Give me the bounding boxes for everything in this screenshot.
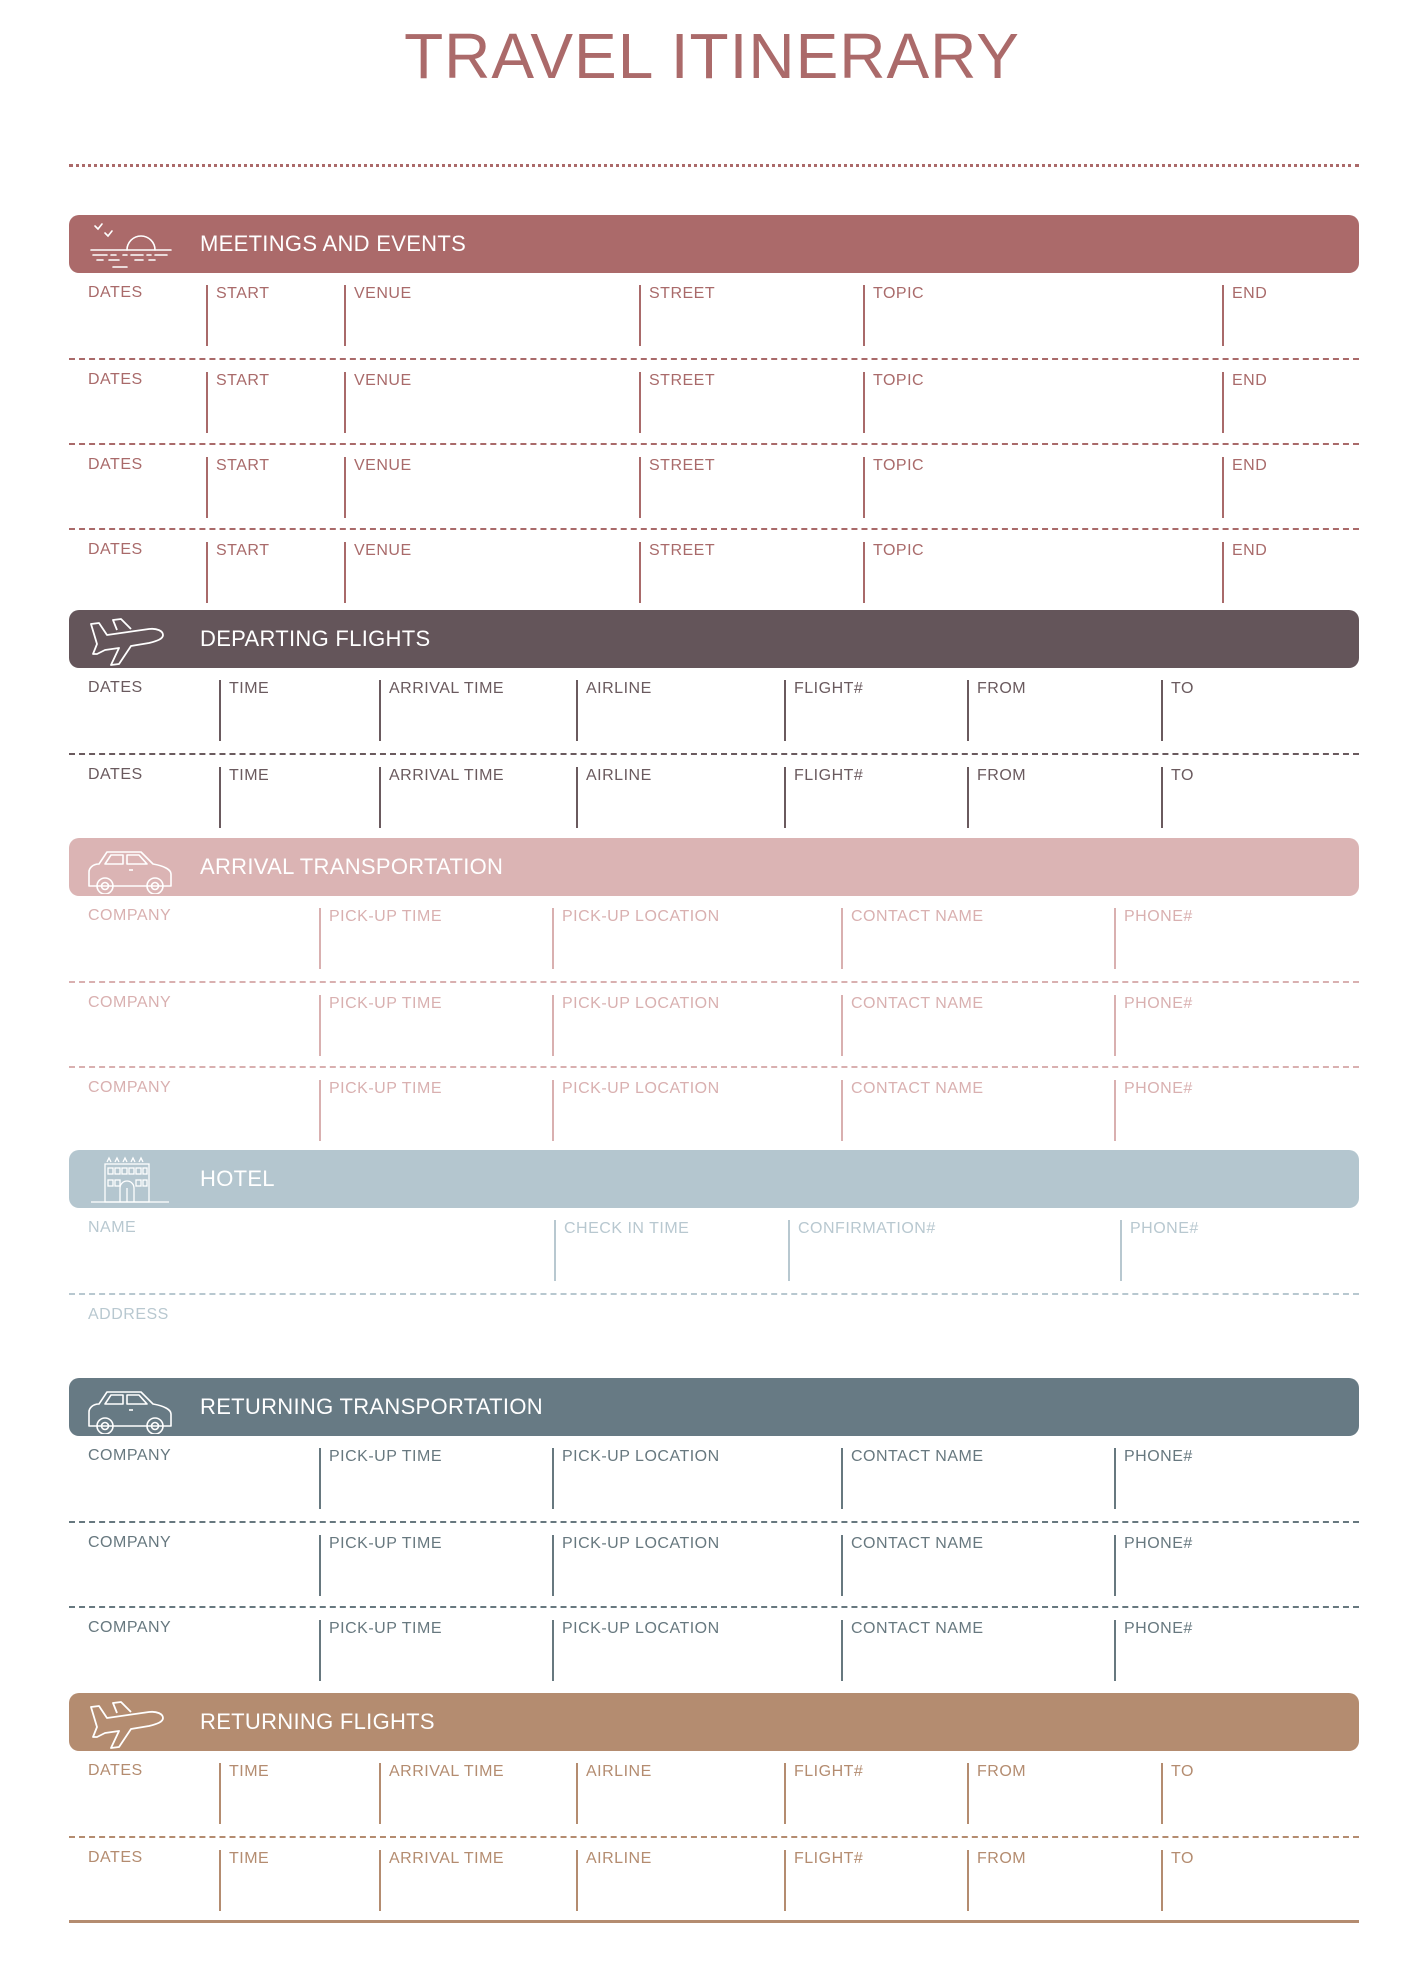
field-label: PHONE#	[1130, 1220, 1199, 1237]
field-label: CONTACT NAME	[851, 995, 984, 1012]
field-street[interactable]	[639, 285, 861, 346]
form-row	[69, 1436, 1359, 1521]
field-label: CONTACT NAME	[851, 1620, 984, 1637]
field-label: AIRLINE	[586, 767, 652, 784]
field-label: PICK-UP TIME	[329, 1448, 442, 1465]
field-label: AIRLINE	[586, 1850, 652, 1867]
field-label: TIME	[229, 1763, 270, 1780]
field-start[interactable]	[206, 285, 342, 346]
field-pick-up-time[interactable]	[319, 1080, 550, 1141]
field-label: START	[216, 285, 270, 302]
field-label: TO	[1171, 680, 1194, 697]
field-label: PICK-UP LOCATION	[562, 1535, 720, 1552]
form-row	[69, 1836, 1359, 1921]
section-header	[69, 610, 1359, 668]
field-label: FROM	[977, 1763, 1027, 1780]
field-phone[interactable]	[1114, 995, 1356, 1056]
section-title: RETURNING FLIGHTS	[200, 1709, 435, 1734]
field-company[interactable]	[88, 1535, 316, 1596]
field-topic[interactable]	[863, 542, 1220, 603]
section-meetings	[69, 215, 1359, 613]
form-row	[69, 1521, 1359, 1606]
field-dates[interactable]	[88, 1763, 216, 1824]
bottom-divider	[69, 1920, 1359, 1923]
field-company[interactable]	[88, 1620, 316, 1681]
form-row	[69, 668, 1359, 753]
car-icon	[83, 840, 179, 894]
section-header	[69, 1378, 1359, 1436]
field-flight[interactable]	[784, 767, 965, 828]
field-label: END	[1232, 457, 1268, 474]
field-start[interactable]	[206, 372, 342, 433]
field-pick-up-time[interactable]	[319, 1535, 550, 1596]
field-label: COMPANY	[88, 1447, 172, 1464]
field-label: FROM	[977, 1850, 1027, 1867]
field-label: START	[216, 372, 270, 389]
field-venue[interactable]	[344, 457, 637, 518]
field-label: CONFIRMATION#	[798, 1220, 936, 1237]
field-label: PICK-UP LOCATION	[562, 1448, 720, 1465]
field-street[interactable]	[639, 457, 861, 518]
field-dates[interactable]	[88, 372, 203, 433]
field-phone[interactable]	[1114, 1448, 1356, 1509]
field-contact-name[interactable]	[841, 1535, 1112, 1596]
field-phone[interactable]	[1114, 1080, 1356, 1141]
section-title: DEPARTING FLIGHTS	[200, 626, 431, 651]
field-label: COMPANY	[88, 1534, 172, 1551]
field-dates[interactable]	[88, 767, 216, 828]
field-label: TIME	[229, 1850, 270, 1867]
field-label: TIME	[229, 680, 270, 697]
section-returning-flights	[69, 1693, 1359, 1921]
field-label: COMPANY	[88, 907, 172, 924]
field-pick-up-location[interactable]	[552, 1620, 839, 1681]
field-label: PHONE#	[1124, 1620, 1193, 1637]
field-venue[interactable]	[344, 285, 637, 346]
field-dates[interactable]	[88, 457, 203, 518]
field-label: FLIGHT#	[794, 1763, 864, 1780]
field-label: COMPANY	[88, 994, 172, 1011]
field-pick-up-location[interactable]	[552, 1448, 839, 1509]
field-confirmation[interactable]	[788, 1220, 1118, 1281]
field-street[interactable]	[639, 372, 861, 433]
field-venue[interactable]	[344, 542, 637, 603]
field-label: STREET	[649, 372, 716, 389]
field-from[interactable]	[967, 1850, 1159, 1911]
field-label: VENUE	[354, 372, 412, 389]
field-label: PHONE#	[1124, 1080, 1193, 1097]
field-label: DATES	[88, 1849, 143, 1866]
field-contact-name[interactable]	[841, 908, 1112, 969]
field-from[interactable]	[967, 767, 1159, 828]
field-label: ADDRESS	[88, 1306, 169, 1323]
field-label: AIRLINE	[586, 680, 652, 697]
field-label: PHONE#	[1124, 1448, 1193, 1465]
field-to[interactable]	[1161, 767, 1356, 828]
field-label: COMPANY	[88, 1079, 172, 1096]
field-company[interactable]	[88, 1080, 316, 1141]
field-company[interactable]	[88, 995, 316, 1056]
field-label: CONTACT NAME	[851, 1535, 984, 1552]
section-arrival	[69, 838, 1359, 1151]
field-contact-name[interactable]	[841, 1448, 1112, 1509]
field-label: FROM	[977, 767, 1027, 784]
field-label: TO	[1171, 767, 1194, 784]
form-row	[69, 358, 1359, 443]
field-flight[interactable]	[784, 1850, 965, 1911]
field-pick-up-location[interactable]	[552, 1080, 839, 1141]
field-label: FROM	[977, 680, 1027, 697]
field-flight[interactable]	[784, 1763, 965, 1824]
field-phone[interactable]	[1114, 1535, 1356, 1596]
field-pick-up-location[interactable]	[552, 1535, 839, 1596]
field-contact-name[interactable]	[841, 1080, 1112, 1141]
section-header	[69, 215, 1359, 273]
field-label: END	[1232, 542, 1268, 559]
field-label: CONTACT NAME	[851, 1080, 984, 1097]
field-label: DATES	[88, 541, 143, 558]
field-venue[interactable]	[344, 372, 637, 433]
field-label: PICK-UP TIME	[329, 1535, 442, 1552]
field-label: CHECK IN TIME	[564, 1220, 690, 1237]
field-label: PICK-UP TIME	[329, 1620, 442, 1637]
form-row	[69, 753, 1359, 838]
field-from[interactable]	[967, 680, 1159, 741]
field-label: COMPANY	[88, 1619, 172, 1636]
section-hotel	[69, 1150, 1359, 1378]
field-end[interactable]	[1222, 372, 1356, 433]
section-departing	[69, 610, 1359, 838]
section-header	[69, 838, 1359, 896]
field-pick-up-time[interactable]	[319, 1448, 550, 1509]
form-row	[69, 443, 1359, 528]
field-label: FLIGHT#	[794, 767, 864, 784]
field-label: TOPIC	[873, 372, 925, 389]
car-icon	[83, 1380, 179, 1434]
field-airline[interactable]	[576, 1763, 782, 1824]
field-label: PICK-UP TIME	[329, 995, 442, 1012]
field-label: PICK-UP TIME	[329, 908, 442, 925]
field-from[interactable]	[967, 1763, 1159, 1824]
field-pick-up-time[interactable]	[319, 995, 550, 1056]
field-label: DATES	[88, 456, 143, 473]
field-label: PICK-UP LOCATION	[562, 1080, 720, 1097]
field-flight[interactable]	[784, 680, 965, 741]
field-start[interactable]	[206, 542, 342, 603]
field-arrival-time[interactable]	[379, 1850, 574, 1911]
field-check-in-time[interactable]	[554, 1220, 786, 1281]
field-label: PICK-UP LOCATION	[562, 1620, 720, 1637]
section-returning-transport	[69, 1378, 1359, 1691]
field-to[interactable]	[1161, 680, 1356, 741]
field-pick-up-location[interactable]	[552, 908, 839, 969]
hotel-icon	[83, 1152, 179, 1206]
field-label: START	[216, 457, 270, 474]
field-phone[interactable]	[1114, 1620, 1356, 1681]
field-label: VENUE	[354, 457, 412, 474]
field-label: TOPIC	[873, 285, 925, 302]
section-header	[69, 1693, 1359, 1751]
field-airline[interactable]	[576, 1850, 782, 1911]
title-divider	[69, 164, 1359, 167]
field-pick-up-time[interactable]	[319, 908, 550, 969]
form-row	[69, 1606, 1359, 1691]
field-label: PICK-UP LOCATION	[562, 995, 720, 1012]
field-label: DATES	[88, 766, 143, 783]
section-title: MEETINGS AND EVENTS	[200, 231, 467, 256]
field-label: VENUE	[354, 542, 412, 559]
field-label: ARRIVAL TIME	[389, 1763, 505, 1780]
field-label: DATES	[88, 679, 143, 696]
field-start[interactable]	[206, 457, 342, 518]
sunset-icon	[83, 217, 179, 271]
field-label: ARRIVAL TIME	[389, 767, 505, 784]
section-header	[69, 1150, 1359, 1208]
form-row	[69, 1293, 1359, 1378]
field-label: DATES	[88, 284, 143, 301]
form-row	[69, 1751, 1359, 1836]
field-label: END	[1232, 372, 1268, 389]
field-label: START	[216, 542, 270, 559]
field-topic[interactable]	[863, 372, 1220, 433]
section-title: HOTEL	[200, 1166, 275, 1191]
field-end[interactable]	[1222, 457, 1356, 518]
field-time[interactable]	[219, 680, 377, 741]
field-to[interactable]	[1161, 1763, 1356, 1824]
field-dates[interactable]	[88, 542, 203, 603]
field-label: FLIGHT#	[794, 1850, 864, 1867]
field-end[interactable]	[1222, 285, 1356, 346]
form-row	[69, 1208, 1359, 1293]
field-end[interactable]	[1222, 542, 1356, 603]
field-label: ARRIVAL TIME	[389, 680, 505, 697]
form-row	[69, 528, 1359, 613]
field-phone[interactable]	[1114, 908, 1356, 969]
field-label: CONTACT NAME	[851, 908, 984, 925]
field-time[interactable]	[219, 1763, 377, 1824]
field-pick-up-location[interactable]	[552, 995, 839, 1056]
section-title: ARRIVAL TRANSPORTATION	[200, 854, 504, 879]
field-to[interactable]	[1161, 1850, 1356, 1911]
field-label: TOPIC	[873, 457, 925, 474]
field-street[interactable]	[639, 542, 861, 603]
field-label: DATES	[88, 371, 143, 388]
field-name[interactable]	[88, 1220, 551, 1281]
field-label: STREET	[649, 542, 716, 559]
field-arrival-time[interactable]	[379, 680, 574, 741]
field-contact-name[interactable]	[841, 995, 1112, 1056]
field-label: PHONE#	[1124, 995, 1193, 1012]
field-label: TO	[1171, 1763, 1194, 1780]
field-contact-name[interactable]	[841, 1620, 1112, 1681]
field-time[interactable]	[219, 1850, 377, 1911]
field-time[interactable]	[219, 767, 377, 828]
field-label: CONTACT NAME	[851, 1448, 984, 1465]
page-title: TRAVEL ITINERARY	[404, 20, 1020, 92]
field-pick-up-time[interactable]	[319, 1620, 550, 1681]
field-airline[interactable]	[576, 767, 782, 828]
form-row	[69, 273, 1359, 358]
section-title: RETURNING TRANSPORTATION	[200, 1394, 543, 1419]
field-label: FLIGHT#	[794, 680, 864, 697]
airplane-icon	[83, 1695, 179, 1749]
form-row	[69, 981, 1359, 1066]
field-label: END	[1232, 285, 1268, 302]
field-label: DATES	[88, 1762, 143, 1779]
field-airline[interactable]	[576, 680, 782, 741]
field-company[interactable]	[88, 908, 316, 969]
field-label: TO	[1171, 1850, 1194, 1867]
field-label: TOPIC	[873, 542, 925, 559]
field-company[interactable]	[88, 1448, 316, 1509]
field-phone[interactable]	[1120, 1220, 1356, 1281]
field-label: AIRLINE	[586, 1763, 652, 1780]
field-label: PHONE#	[1124, 1535, 1193, 1552]
form-row	[69, 1066, 1359, 1151]
field-label: TIME	[229, 767, 270, 784]
field-label: STREET	[649, 285, 716, 302]
airplane-icon	[83, 612, 179, 666]
field-label: PICK-UP LOCATION	[562, 908, 720, 925]
field-dates[interactable]	[88, 680, 216, 741]
field-dates[interactable]	[88, 285, 203, 346]
form-row	[69, 896, 1359, 981]
field-address[interactable]	[88, 1307, 1348, 1368]
field-topic[interactable]	[863, 285, 1220, 346]
field-label: ARRIVAL TIME	[389, 1850, 505, 1867]
field-dates[interactable]	[88, 1850, 216, 1911]
field-label: STREET	[649, 457, 716, 474]
field-arrival-time[interactable]	[379, 767, 574, 828]
field-topic[interactable]	[863, 457, 1220, 518]
field-label: PHONE#	[1124, 908, 1193, 925]
field-label: PICK-UP TIME	[329, 1080, 442, 1097]
field-label: NAME	[88, 1219, 137, 1236]
field-arrival-time[interactable]	[379, 1763, 574, 1824]
field-label: VENUE	[354, 285, 412, 302]
